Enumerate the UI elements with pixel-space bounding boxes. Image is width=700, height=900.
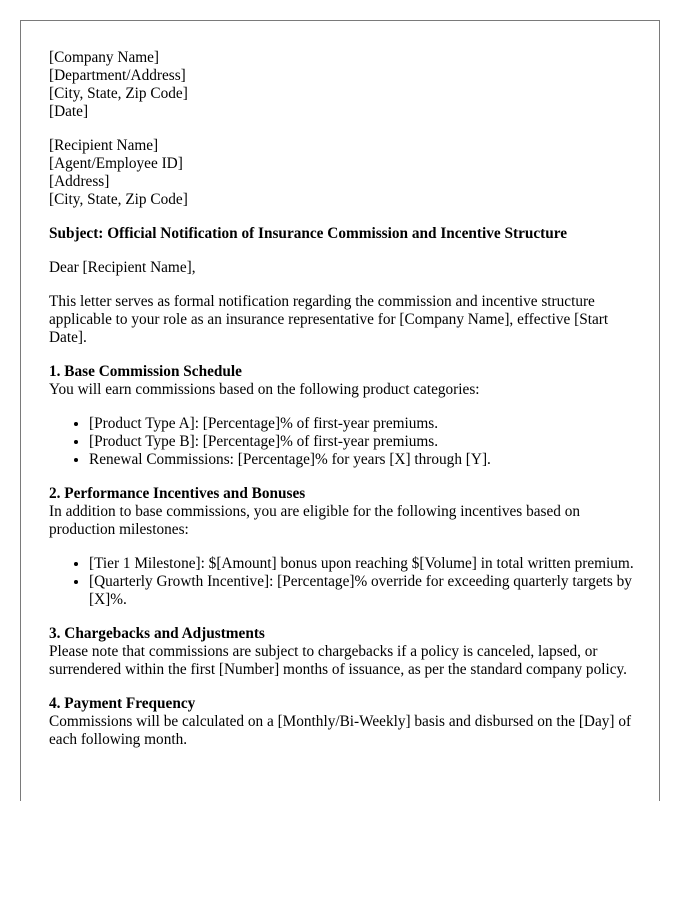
section-text: In addition to base commissions, you are eligible for the following incentives based on production milestones: [49, 503, 581, 538]
intro-paragraph: This letter serves as formal notification regarding the commission and incentive structure applicable to your role as an insurance representative for [Company Name], effective [Start Date]. [49, 293, 609, 346]
recipient-block [49, 137, 639, 209]
list-item: • [Tier 1 Milestone]: $[Amount] bonus upon reaching $[Volume] in total written premium. [89, 555, 639, 573]
list-item: • [Product Type B]: [Percentage]% of first-year premiums. [89, 433, 639, 451]
section-text: Please note that commissions are subject to chargebacks if a policy is canceled, lapsed, or surrendered within the first [Number] months of issuance, as per the standard company policy. [49, 643, 628, 678]
sender-city-state-zip: [City, State, Zip Code] [49, 85, 188, 102]
commission-list [49, 415, 639, 469]
recipient-name: [Recipient Name] [49, 137, 159, 154]
list-item: • Renewal Commissions: [Percentage]% for years [X] through [Y]. [89, 451, 639, 469]
recipient-city-state-zip: [City, State, Zip Code] [49, 191, 188, 208]
salutation: Dear [Recipient Name], [49, 259, 196, 276]
section-title: 4. Payment Frequency [49, 695, 196, 712]
section-title: 3. Chargebacks and Adjustments [49, 625, 265, 642]
incentive-list [49, 555, 639, 609]
letter-page [20, 20, 660, 801]
recipient-address: [Address] [49, 173, 110, 190]
section-chargebacks [49, 625, 639, 679]
section-title: 1. Base Commission Schedule [49, 363, 242, 380]
sender-block [49, 49, 639, 121]
section-text: Commissions will be calculated on a [Monthly/Bi-Weekly] basis and disbursed on the [Day] of each following month. [49, 713, 632, 748]
list-item: • [Quarterly Growth Incentive]: [Percentage]% override for exceeding quarterly targets by [X]%. [89, 573, 639, 609]
letter-date: [Date] [49, 103, 89, 120]
section-text: You will earn commissions based on the following product categories: [49, 381, 480, 398]
sender-department-address: [Department/Address] [49, 67, 186, 84]
section-base-commission [49, 363, 639, 469]
section-payment-frequency [49, 695, 639, 749]
section-performance-incentives [49, 485, 639, 609]
letter-subject: Subject: Official Notification of Insurance Commission and Incentive Structure [49, 225, 568, 242]
list-item: • [Product Type A]: [Percentage]% of first-year premiums. [89, 415, 639, 433]
section-title: 2. Performance Incentives and Bonuses [49, 485, 306, 502]
recipient-id: [Agent/Employee ID] [49, 155, 183, 172]
letter-content [49, 49, 639, 765]
sender-company-name: [Company Name] [49, 49, 160, 66]
